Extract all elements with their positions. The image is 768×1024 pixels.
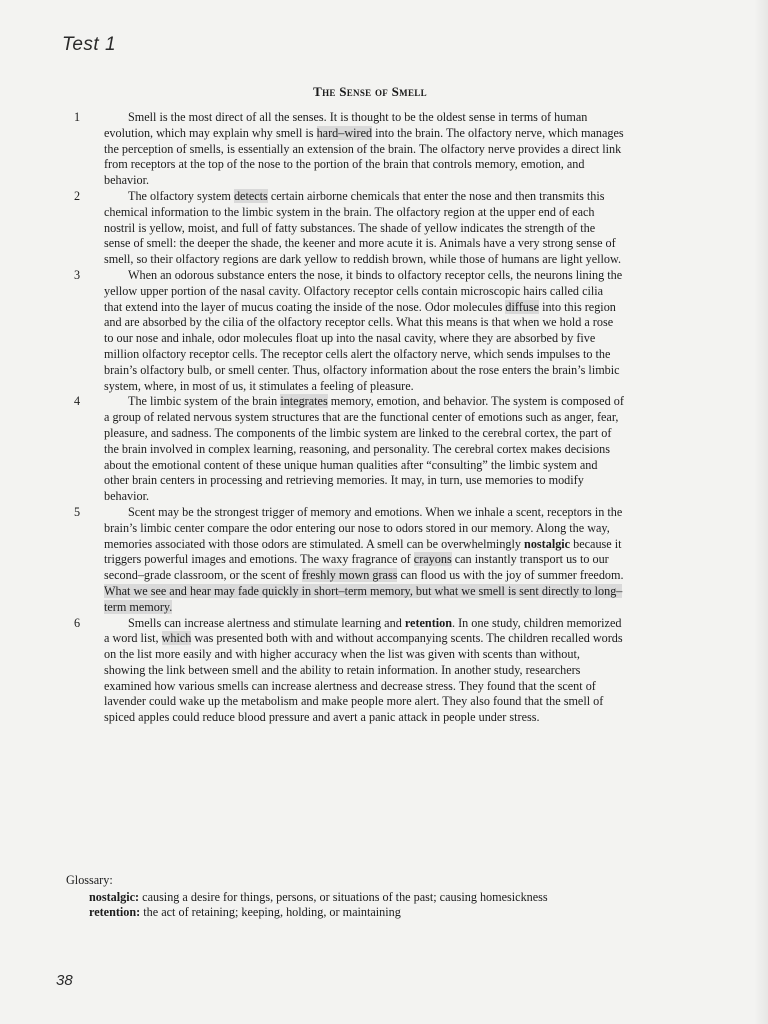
text-segment: Smell is the most direct of all the senses. It is thought to be the oldest sense in terms of human evolution, which may explain why smell is	[104, 110, 588, 140]
highlighted-text: crayons	[413, 552, 452, 567]
text-segment: into this region and are absorbed by the cilia of the olfactory receptor cells. What this means is that when we hold a rose to our nose and inhale, odor molecules float up into the nasal cavity, where they are absorbed by five million olfactory receptor cells. The receptor cells alert the olfactory nerve, which sends impulses to the brain’s olfactory bulb, or smell center. Thus, olfactory information about the rose enters the brain’s limbic system, where, in most of us, it stimulates a feeling of pleasure.	[104, 299, 620, 393]
highlighted-text: which	[161, 631, 192, 646]
paragraph-text	[104, 505, 624, 614]
page-title: The Sense of Smell	[313, 84, 427, 99]
text-segment: . In one study, children memorized a word list,	[104, 615, 622, 646]
paragraph-text	[104, 189, 621, 266]
paragraph	[0, 505, 624, 616]
glossary-term: nostalgic:	[89, 889, 140, 904]
bold-term: retention	[404, 615, 453, 630]
paragraph-text	[104, 110, 624, 187]
text-segment: can flood us with the joy of summer freedom.	[397, 568, 624, 583]
paragraph	[0, 394, 624, 505]
text-segment: Smells can increase alertness and stimulate learning and	[128, 615, 405, 630]
paragraph-number: 1	[74, 110, 81, 124]
paragraph	[0, 189, 624, 268]
article-body	[0, 110, 768, 726]
paragraph	[0, 616, 624, 727]
glossary-entry	[66, 905, 706, 921]
highlighted-text: hard–wired	[316, 125, 373, 140]
bold-term: nostalgic	[524, 536, 571, 551]
glossary-entry	[66, 890, 706, 906]
paragraph-number: 2	[74, 188, 81, 203]
text-segment: The limbic system of the brain	[128, 394, 281, 409]
glossary-definition: the act of retaining; keeping, holding, or maintaining	[140, 905, 401, 919]
glossary-term: retention:	[89, 905, 141, 919]
page-number: 38	[56, 972, 73, 989]
text-segment: certain airborne chemicals that enter the nose and then transmits this chemical information to the limbic system in the brain. The olfactory region at the upper end of each nostril is yellow, moist, and full of fatty substances. The shade of yellow indicates the strength of the sense of smell: the deeper the shade, the keener and more acute it is. Animals have a very strong sense of smell, so their olfactory regions are dark yellow to reddish brown, while those of humans are light yellow.	[104, 188, 622, 267]
paragraph-number: 4	[74, 394, 81, 409]
text-segment: because it triggers powerful images and emotions. The waxy fragrance of	[104, 536, 622, 567]
highlighted-text: detects	[233, 188, 268, 203]
page-edge-shadow	[754, 0, 768, 1024]
glossary	[66, 873, 706, 921]
text-segment: memory, emotion, and behavior. The system is composed of a group of related nervous system structures that are the functional center of emotions such as anger, fear, pleasure, and sadness. The components of the limbic system are linked to the cerebral cortex, the part of the brain involved in complex learning, reasoning, and personality. The cerebral cortex makes decisions about the emotional content of these unique human qualities after “consulting” the limbic system and other brain centers in processing and retrieving memories. It may, in turn, use memories to modify behavior.	[104, 394, 624, 504]
paragraph-number: 5	[74, 504, 81, 519]
glossary-title: Glossary:	[66, 873, 113, 887]
highlighted-text: What we see and hear may fade quickly in short–term memory, but what we smell is sent directly to long–term memory.	[104, 583, 623, 614]
paragraph-text	[104, 616, 623, 725]
test-label: Test 1	[62, 34, 117, 55]
highlighted-text: integrates	[280, 394, 328, 409]
text-segment: was presented both with and without accompanying scents. The children recalled words on the list more easily and with higher accuracy when the list was given with scents than without, showing the link between smell and the ability to retain information. In another study, researchers examined how various smells can increase alertness and decrease stress. They found that the scent of lavender could wake up the metabolism and make people more alert. They also found that the smell of spiced apples could reduce blood pressure and avert a panic attack in people under stress.	[104, 631, 623, 725]
text-segment: The olfactory system	[128, 188, 234, 203]
paragraph-text	[104, 268, 622, 393]
paragraph	[0, 110, 624, 189]
paragraph	[0, 268, 624, 394]
highlighted-text: freshly mown grass	[301, 568, 398, 583]
paragraph-text	[104, 394, 624, 503]
paragraph-number: 6	[74, 615, 81, 630]
glossary-definition: causing a desire for things, persons, or situations of the past; causing homesickness	[139, 889, 548, 904]
text-segment: When an odorous substance enters the nose, it binds to olfactory receptor cells, the neurons lining the yellow upper portion of the nasal cavity. Olfactory receptor cells contain microscopic hairs called cilia that extend into the layer of mucus coating the inside of the nose. Odor molecules	[104, 267, 623, 314]
highlighted-text: diffuse	[505, 299, 540, 314]
text-segment: Scent may be the strongest trigger of memory and emotions. When we inhale a scent, receptors in the brain’s limbic center compare the odor entering our nose to odors stored in our memory. Along the way, memories associated with those odors are stimulated. A smell can be overwhelmingly	[104, 504, 623, 551]
text-segment: into the brain. The olfactory nerve, which manages the perception of smells, is essentially an extension of the brain. The olfactory nerve provides a direct link from receptors at the top of the nose to the portion of the brain that controls memory, emotion, and behavior.	[104, 125, 624, 188]
paragraph-number: 3	[74, 267, 81, 282]
text-segment: can instantly transport us to our second–grade classroom, or the scent of	[104, 552, 609, 583]
